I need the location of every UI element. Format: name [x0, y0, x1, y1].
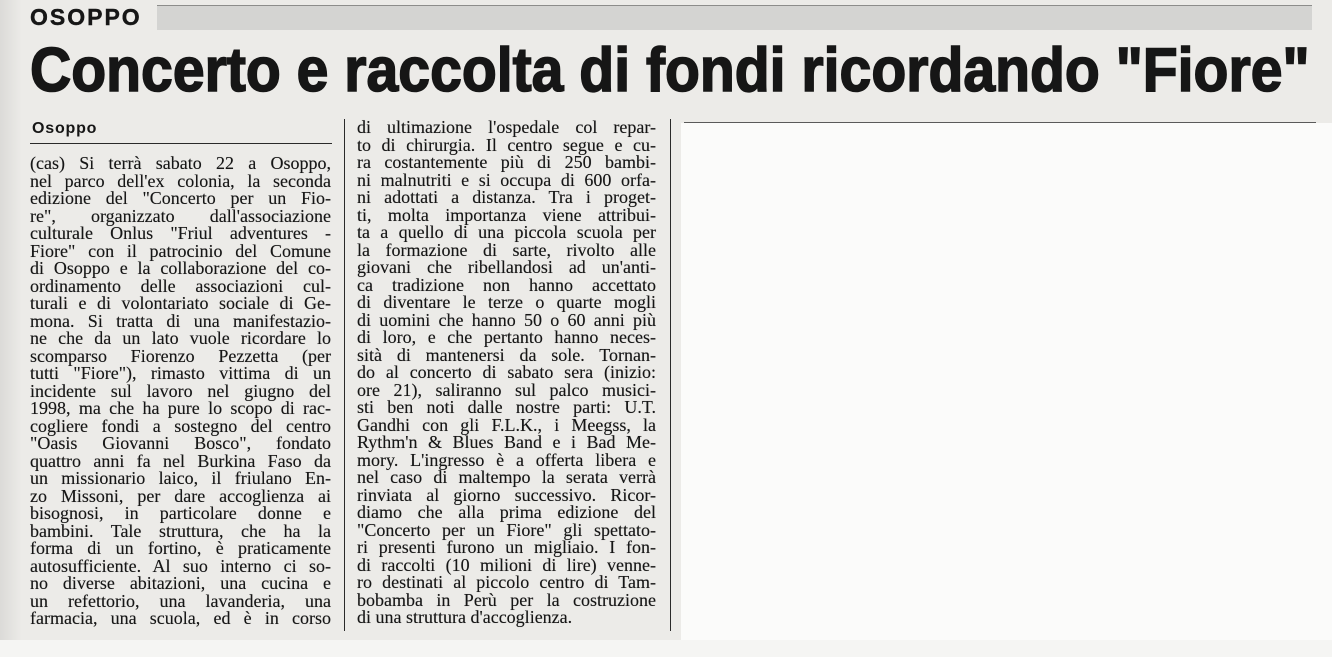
text-line: diamo che alla prima edizione del: [357, 502, 656, 522]
text-line: tutti "Fiore"), rimasto vittima di un: [30, 363, 331, 383]
text-line: di Osoppo e la collaborazione del co-: [30, 258, 331, 278]
text-line: ca tradizione non hanno accettato: [357, 274, 656, 295]
text-line: nel parco dell'ex colonia, la seconda: [30, 170, 331, 191]
text-line: ra costantemente più di 250 bambi-: [357, 152, 656, 172]
text-line: autosufficiente. Al suo interno ci so-: [30, 555, 331, 576]
text-line: di uomini che hanno 50 o 60 anni più: [357, 309, 656, 330]
blank-area: [681, 123, 1332, 657]
article-column-1: [30, 155, 331, 628]
dateline-rule: [30, 143, 332, 144]
text-line: di ultimazione l'ospedale col repar-: [357, 117, 656, 137]
text-line: 1998, ma che ha pure lo scopo di rac-: [30, 398, 331, 418]
text-line: un missionario laico, il friulano En-: [30, 468, 331, 488]
section-header-band: [157, 5, 1312, 30]
text-line: quattro anni fa nel Burkina Faso da: [30, 450, 331, 471]
text-line: turali e di volontariato sociale di Ge-: [30, 293, 331, 313]
text-line: to di chirurgia. Il centro segue e cu-: [357, 134, 656, 155]
text-line: bambini. Tale struttura, che ha la: [30, 520, 331, 541]
text-line: bisognosi, in particolare donne e: [30, 503, 331, 523]
text-line: giovani che ribellandosi ad un'anti-: [357, 257, 656, 277]
text-line: ne che da un lato vuole ricordare lo: [30, 328, 331, 348]
text-line: ni malnutriti e si occupa di 600 orfa-: [357, 169, 656, 190]
text-line: bobamba in Perù per la costruzione: [357, 589, 656, 610]
column-divider: [344, 119, 345, 631]
text-line: ta a quello di una piccola scuola per: [357, 222, 656, 242]
page-bottom-margin: [0, 640, 1332, 657]
text-line: mory. L'ingresso è a offerta libera e: [357, 449, 656, 470]
text-line: scomparso Fiorenzo Pezzetta (per: [30, 345, 331, 366]
headline: [30, 36, 1312, 105]
text-line: rinviata al giorno successivo. Ricor-: [357, 484, 656, 505]
text-line: di loro, e che pertanto hanno neces-: [357, 327, 656, 347]
text-line: re", organizzato dall'associazione: [30, 205, 331, 226]
text-line: ro destinati al piccolo centro di Tam-: [357, 572, 656, 592]
text-line: ni adottati a distanza. Tra i proget-: [357, 187, 656, 207]
article-column-2: [357, 119, 656, 627]
dateline: Osoppo: [32, 120, 98, 137]
text-line: sti ben noti dalle nostre parti: U.T.: [357, 397, 656, 417]
text-line: ore 21), saliranno sul palco musici-: [357, 379, 656, 400]
text-line: sità di mantenersi da sole. Tornan-: [357, 344, 656, 365]
text-line: la formazione di sarte, rivolto alle: [357, 239, 656, 260]
text-line: incidente sul lavoro nel giugno del: [30, 380, 331, 401]
text-line: cogliere fondi a sostegno del centro: [30, 415, 331, 436]
text-line: "Concerto per un Fiore" gli spettato-: [357, 519, 656, 540]
headline-text: Concerto e raccolta di fondi ricordando "Fiore": [30, 36, 1310, 105]
text-line: forma di un fortino, è praticamente: [30, 538, 331, 558]
text-line: di una struttura d'accoglienza.: [357, 607, 573, 627]
text-line: "Oasis Giovanni Bosco", fondato: [30, 433, 331, 453]
text-line: culturale Onlus "Friul adventures -: [30, 223, 331, 243]
text-line: do al concerto di sabato sera (inizio:: [357, 362, 656, 382]
text-line: nel caso di maltempo la serata verrà: [357, 467, 656, 487]
text-line: mona. Si tratta di una manifestazio-: [30, 310, 331, 331]
text-line: Fiore" con il patrocinio del Comune: [30, 240, 331, 261]
section-rule: [684, 122, 1316, 123]
text-line: zo Missoni, per dare accoglienza ai: [30, 485, 331, 506]
text-line: edizione del "Concerto per un Fio-: [30, 188, 331, 208]
text-line: di raccolti (10 milioni di lire) venne-: [357, 554, 656, 575]
text-line: ri presenti furono un migliaio. I fon-: [357, 537, 656, 557]
text-line: un refettorio, una lavanderia, una: [30, 590, 331, 611]
text-line: ti, molta importanza viene attribui-: [357, 204, 656, 225]
text-line: farmacia, una scuola, ed è in corso: [30, 608, 331, 628]
text-line: ordinamento delle associazioni cul-: [30, 275, 331, 296]
text-line: Gandhi con gli F.L.K., i Meegss, la: [357, 414, 656, 435]
text-line: no diverse abitazioni, una cucina e: [30, 573, 331, 593]
section-label: OSOPPO: [30, 4, 142, 30]
text-line: (cas) Si terrà sabato 22 a Osoppo,: [30, 153, 331, 173]
column-divider: [670, 119, 671, 631]
text-line: di diventare le terze o quarte mogli: [357, 292, 656, 312]
text-line: Rythm'n & Blues Band e i Bad Me-: [357, 432, 656, 452]
